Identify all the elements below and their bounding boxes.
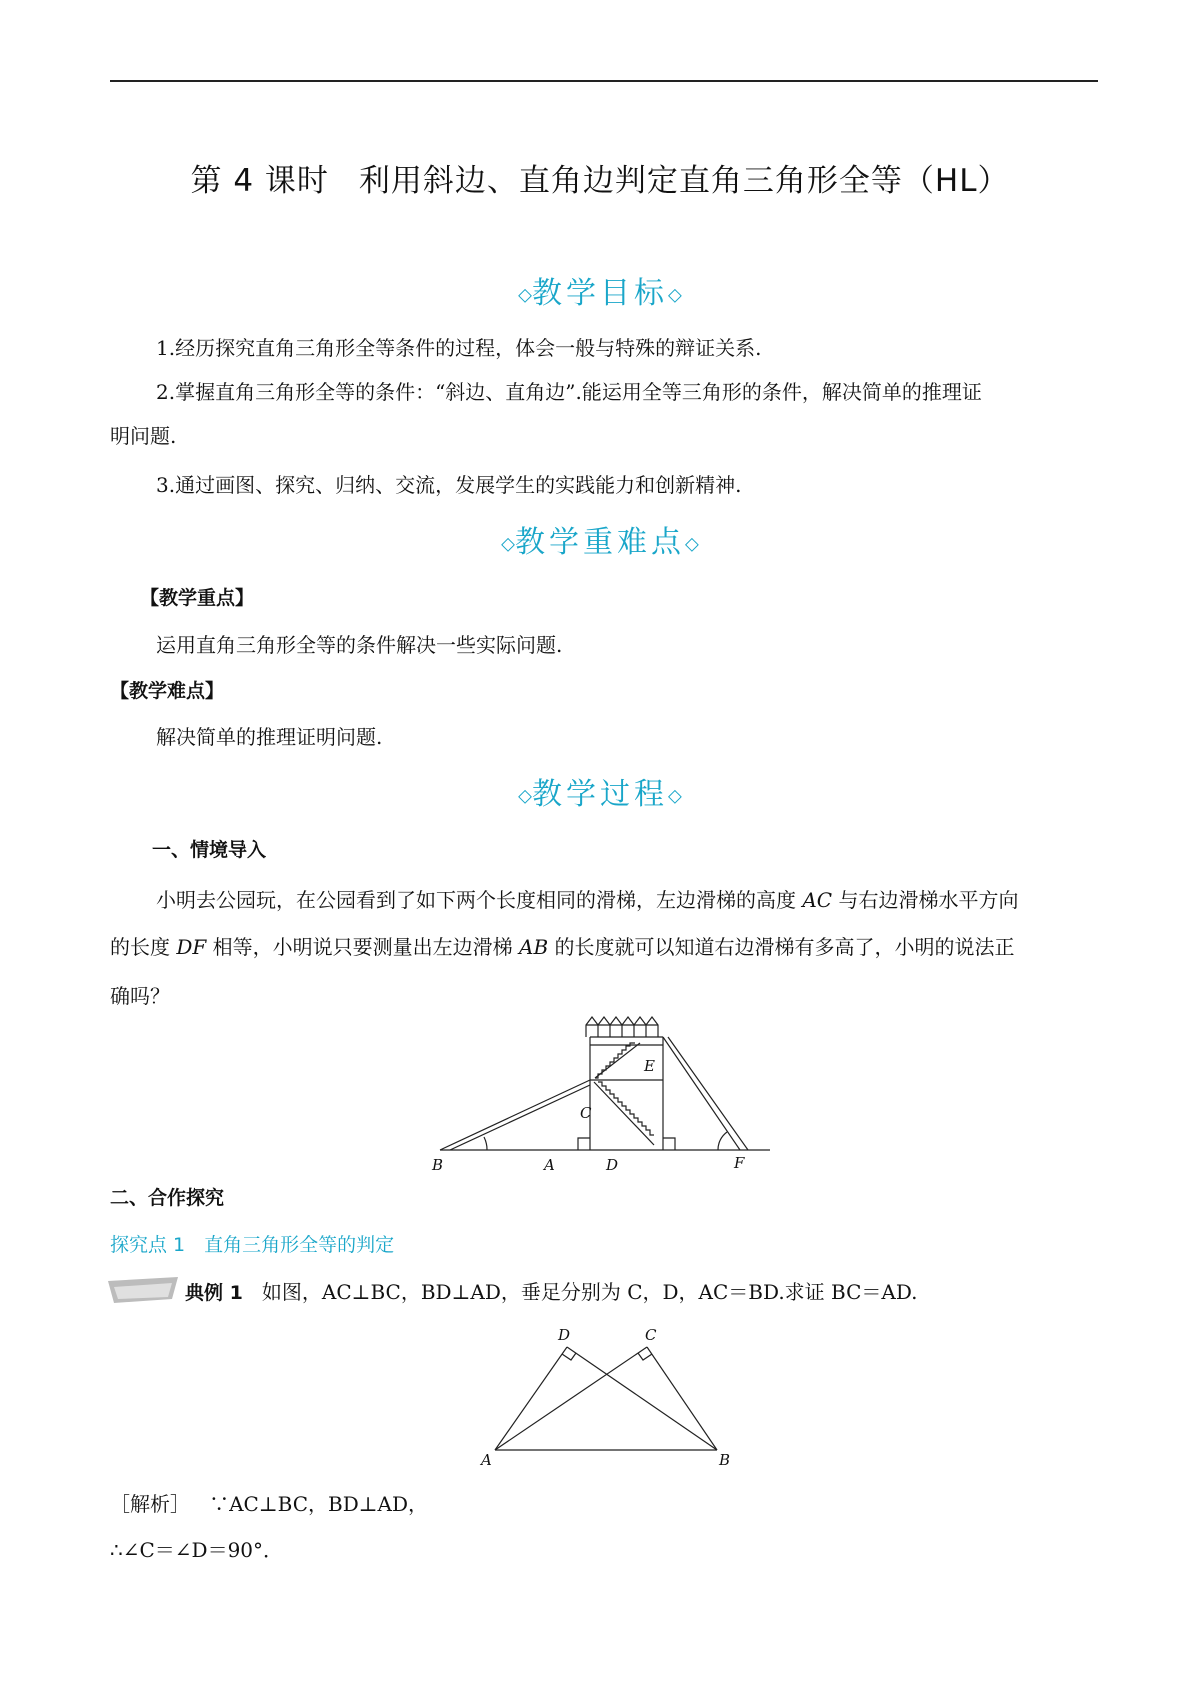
section-heading-process-text: 教学过程 (532, 777, 668, 812)
section-heading-goals (0, 268, 1200, 312)
label-d: D (606, 1156, 619, 1174)
focus-text: 运用直角三角形全等的条件解决一些实际问题. (156, 633, 563, 657)
label-c: C (580, 1104, 592, 1122)
label-a: A (544, 1156, 555, 1174)
roof-cell-2 (598, 1017, 610, 1037)
intro-line-2-var-ab: AB (519, 935, 549, 959)
example-label: 典例 1 (185, 1282, 243, 1304)
diamond-icon: ◇ (668, 284, 682, 306)
right-slide-top (663, 1037, 740, 1150)
intro-line-2-text-a: 的长度 (110, 935, 170, 959)
diamond-icon: ◇ (518, 785, 532, 807)
intro-line-1 (110, 879, 1100, 921)
goal-1: 1.经历探究直角三角形全等条件的过程，体会一般与特殊的辩证关系. (156, 336, 762, 360)
lesson-title: 利用斜边、直角边判定直角三角形全等（HL） (358, 163, 1010, 199)
section-heading-keypoints-text: 教学重难点 (515, 525, 685, 560)
angle-b-arc (484, 1137, 487, 1150)
page-title (0, 155, 1200, 200)
intro-line-2-text-c: 的长度就可以知道右边滑梯有多高了，小明的说法正 (554, 935, 1015, 959)
intro-line-2-text-b: 相等，小明说只要测量出左边滑梯 (212, 935, 513, 959)
segment-ad (495, 1347, 567, 1450)
difficulty-label: 【教学难点】 (110, 680, 225, 702)
example-text: 如图，AC⊥BC，BD⊥AD，垂足分别为 C，D，AC＝BD.求证 BC＝AD. (261, 1280, 918, 1304)
lower-stairs-rail (594, 1082, 654, 1145)
intro-line-1-var-ac: AC (802, 888, 833, 912)
goal-2: 2.掌握直角三角形全等的条件：“斜边、直角边”.能运用全等三角形的条件，解决简单的推理证 (156, 380, 982, 404)
part2-heading: 二、合作探究 (110, 1187, 225, 1209)
diamond-icon: ◇ (685, 533, 699, 555)
intro-line-2-var-df: DF (176, 935, 207, 959)
difficulty-text: 解决简单的推理证明问题. (156, 725, 383, 749)
triangle-figure (475, 1325, 745, 1470)
section-heading-keypoints (0, 517, 1200, 561)
example-1 (185, 1271, 1085, 1314)
label-c: C (645, 1326, 657, 1344)
label-b: B (719, 1451, 731, 1469)
right-angle-a (578, 1138, 590, 1150)
analysis-line-1 (110, 1483, 1100, 1525)
right-slide-edge (668, 1037, 748, 1150)
slide-figure (430, 1015, 780, 1175)
label-d: D (558, 1326, 571, 1344)
intro-line-1-text-b: 与右边滑梯水平方向 (838, 888, 1019, 912)
segment-db (567, 1347, 717, 1450)
intro-line-1-text-a: 小明去公园玩，在公园看到了如下两个长度相同的滑梯，左边滑梯的高度 (156, 888, 796, 912)
segment-ac (495, 1347, 647, 1450)
roof-cell-4 (622, 1017, 634, 1037)
roof-cell-1 (586, 1017, 598, 1037)
section-heading-goals-text: 教学目标 (532, 276, 668, 311)
right-angle-d (663, 1138, 675, 1150)
example-ribbon-icon (108, 1277, 180, 1303)
label-b: B (432, 1156, 444, 1174)
lesson-number: 第 4 课时 (190, 163, 329, 199)
right-angle-d (562, 1353, 576, 1360)
goal-3: 3.通过画图、探究、归纳、交流，发展学生的实践能力和创新精神. (156, 473, 742, 497)
roof-cell-3 (610, 1017, 622, 1037)
left-slide-edge (450, 1085, 590, 1150)
roof-cell-5 (634, 1017, 646, 1037)
segment-cb (647, 1347, 717, 1450)
explore-point-1: 探究点 1 直角三角形全等的判定 (110, 1234, 395, 1256)
right-angle-c (638, 1353, 652, 1360)
angle-f-arc (718, 1132, 727, 1150)
focus-label: 【教学重点】 (140, 587, 255, 609)
top-rule (110, 80, 1098, 82)
analysis-line-2: ∴∠C＝∠D＝90°． (110, 1538, 284, 1562)
left-slide-top (440, 1080, 590, 1150)
diamond-icon: ◇ (668, 785, 682, 807)
upper-stairs-rail (595, 1043, 640, 1078)
goal-2-cont: 明问题. (110, 424, 177, 448)
diamond-icon: ◇ (518, 284, 532, 306)
lower-stairs (598, 1082, 654, 1135)
analysis-label: ［解析］ (110, 1492, 190, 1516)
intro-line-3: 确吗？ (110, 984, 170, 1008)
section-heading-process (0, 769, 1200, 813)
label-f: F (734, 1154, 745, 1172)
analysis-text-1: ∵AC⊥BC，BD⊥AD， (209, 1492, 429, 1516)
diamond-icon: ◇ (501, 533, 515, 555)
intro-line-2 (110, 926, 1100, 968)
part1-heading: 一、情境导入 (152, 839, 267, 861)
label-e: E (644, 1057, 655, 1075)
label-a: A (481, 1451, 492, 1469)
roof-cell-6 (646, 1017, 658, 1037)
